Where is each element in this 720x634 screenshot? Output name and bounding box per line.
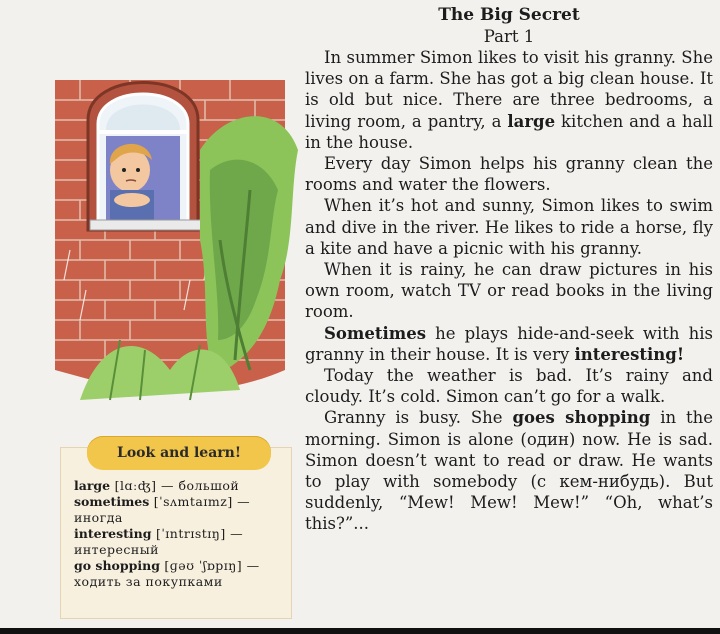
boy-at-window-illustration — [50, 40, 300, 410]
story-paragraph — [305, 259, 713, 323]
vocabulary-translation: [lɑːʤ] — большой — [110, 478, 240, 493]
story-part: Part 1 — [483, 27, 535, 46]
vocabulary-word: interesting — [74, 526, 152, 541]
vocabulary-translation: [ˈɪntrɪstɪŋ] — интересный — [74, 526, 244, 557]
paragraph-text: Granny is busy. She — [324, 408, 513, 428]
vocabulary-translation: [ˈsʌmtaɪmz] — иногда — [74, 494, 251, 525]
vocabulary-word: sometimes — [74, 494, 150, 509]
story-paragraph — [305, 407, 713, 534]
paragraph-text: in the morning. Simon is alone (один) now. He is sad. Simon doesn’t want to read or draw. He wants to play with somebody (с кем-нибудь). But suddenly, “Mew! Mew! Mew!” “Oh, what’s this?”... — [305, 408, 713, 534]
story-title: The Big Secret — [438, 5, 580, 25]
paragraph-text: kitchen and a hall in the house. — [305, 111, 713, 152]
highlighted-word: Sometimes — [324, 323, 427, 343]
paragraph-text: Today the weather is bad. It’s rainy and cloudy. It’s cold. Simon can’t go for a walk. — [305, 366, 713, 407]
story-column — [305, 4, 713, 535]
vocabulary-word: go shopping — [74, 558, 160, 573]
paragraph-text: When it is rainy, he can draw pictures in his own room, watch TV or read books in the living room. — [305, 260, 713, 322]
look-and-learn-badge — [87, 436, 271, 470]
story-paragraph — [305, 365, 713, 407]
paragraph-text: Every day Simon helps his granny clean the rooms and water the flowers. — [305, 154, 713, 195]
vocabulary-translation: [ɡəʊ ˈʃɒpɪŋ] — ходить за покупками — [74, 558, 260, 589]
vocabulary-item — [74, 478, 286, 494]
story-paragraph — [305, 153, 713, 195]
paragraph-text: When it’s hot and sunny, Simon likes to swim and dive in the river. He likes to ride a horse, fly a kite and have a picnic with his granny. — [305, 196, 713, 258]
story-paragraph — [305, 195, 713, 259]
vocabulary-item — [74, 558, 286, 590]
vocabulary-word: large — [74, 478, 111, 493]
page-bottom-border — [0, 628, 720, 634]
highlighted-word: large — [507, 111, 556, 131]
vocabulary-item — [74, 494, 286, 526]
look-and-learn-title: Look and learn! — [116, 445, 241, 461]
paragraph-text: In summer Simon likes to visit his granny. She lives on a farm. She has got a big clean house. It is old but nice. There are three bedrooms, a living room, a pantry, a — [305, 48, 713, 131]
highlighted-word: goes shopping — [512, 408, 651, 428]
paragraph-text: he plays hide-and-seek with his granny in their house. It is very — [305, 323, 713, 364]
vocabulary-item — [74, 526, 286, 558]
vocabulary-list — [74, 478, 286, 590]
highlighted-word: interesting! — [574, 344, 685, 364]
story-paragraph — [305, 323, 713, 365]
story-paragraph — [305, 47, 713, 153]
